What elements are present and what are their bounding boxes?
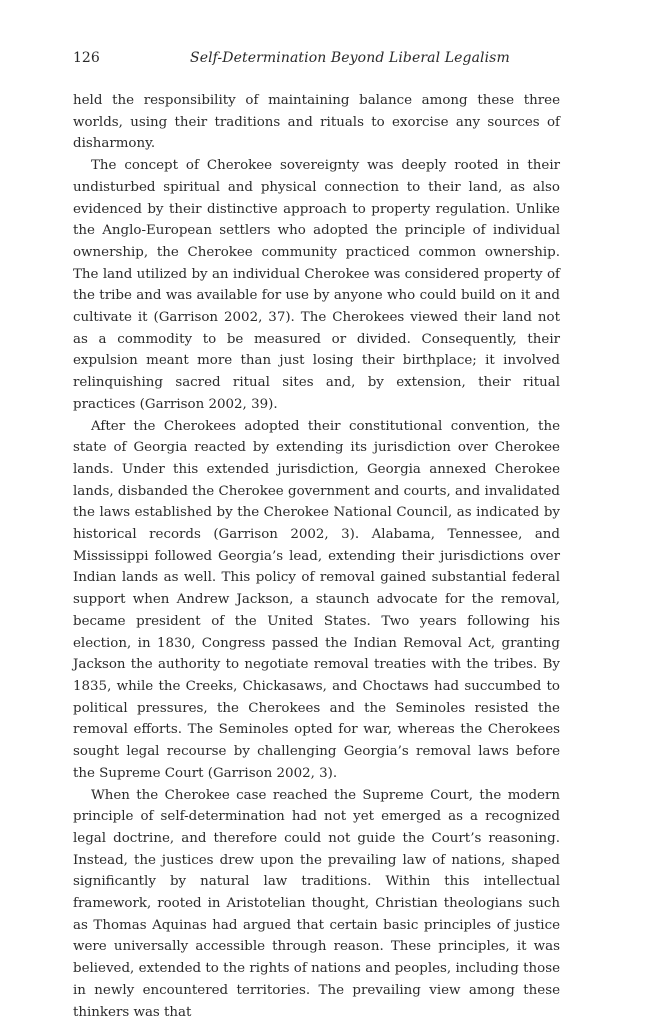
paragraph-cherokee-sovereignty: The concept of Cherokee sovereignty was deeply rooted in their undisturbed spiritual and physical connection to their land, as also evidenced by their distinctive approach to property regulation. Unlike the Anglo-European settlers who adopted the principle of individual ownership, the Cherokee community practiced common ownership. The land utilized by an individual Cherokee was considered property of the tribe and was available for use by anyone who could build on it and cultivate it (Garrison 2002, 37). The Cherokees viewed their land not as a commodity to be measured or divided. Consequently, their expulsion meant more than just losing their birthplace; it involved relinquishing sacred ritual sites and, by extension, their ritual practices (Garrison 2002, 39). (73, 155, 560, 415)
running-title: Self-Determination Beyond Liberal Legalism (190, 48, 510, 68)
running-head (73, 48, 560, 68)
page-number: 126 (73, 48, 100, 68)
paragraph-supreme-court: When the Cherokee case reached the Supreme Court, the modern principle of self-determination had not yet emerged as a recognized legal doctrine, and therefore could not guide the Court’s reasoning. Instead, the justices drew upon the prevailing law of nations, shaped significantly by natural law traditions. Within this intellectual framework, rooted in Aristotelian thought, Christian theologians such as Thomas Aquinas had argued that certain basic principles of justice were universally accessible through reason. These principles, it was believed, extended to the rights of nations and peoples, including those in newly encountered territories. The prevailing view among these thinkers was that (73, 785, 560, 1023)
paragraph-continued: held the responsibility of maintaining balance among these three worlds, using their traditions and rituals to exorcise any sources of disharmony. (73, 90, 560, 155)
paragraph-georgia-jurisdiction: After the Cherokees adopted their constitutional convention, the state of Georgia reacted by extending its jurisdiction over Cherokee lands. Under this extended jurisdiction, Georgia annexed Cherokee lands, disbanded the Cherokee government and courts, and invalidated the laws established by the Cherokee National Council, as indicated by historical records (Garrison 2002, 3). Alabama, Tennessee, and Mississippi followed Georgia’s lead, extending their jurisdictions over Indian lands as well. This policy of removal gained substantial federal support when Andrew Jackson, a staunch advocate for the removal, became president of the United States. Two years following his election, in 1830, Congress passed the Indian Removal Act, granting Jackson the authority to negotiate removal treaties with the tribes. By 1835, while the Creeks, Chickasaws, and Choctaws had succumbed to political pressures, the Cherokees and the Seminoles resisted the removal efforts. The Seminoles opted for war, whereas the Cherokees sought legal recourse by challenging Georgia’s removal laws before the Supreme Court (Garrison 2002, 3). (73, 416, 560, 785)
body-text (73, 90, 560, 1023)
